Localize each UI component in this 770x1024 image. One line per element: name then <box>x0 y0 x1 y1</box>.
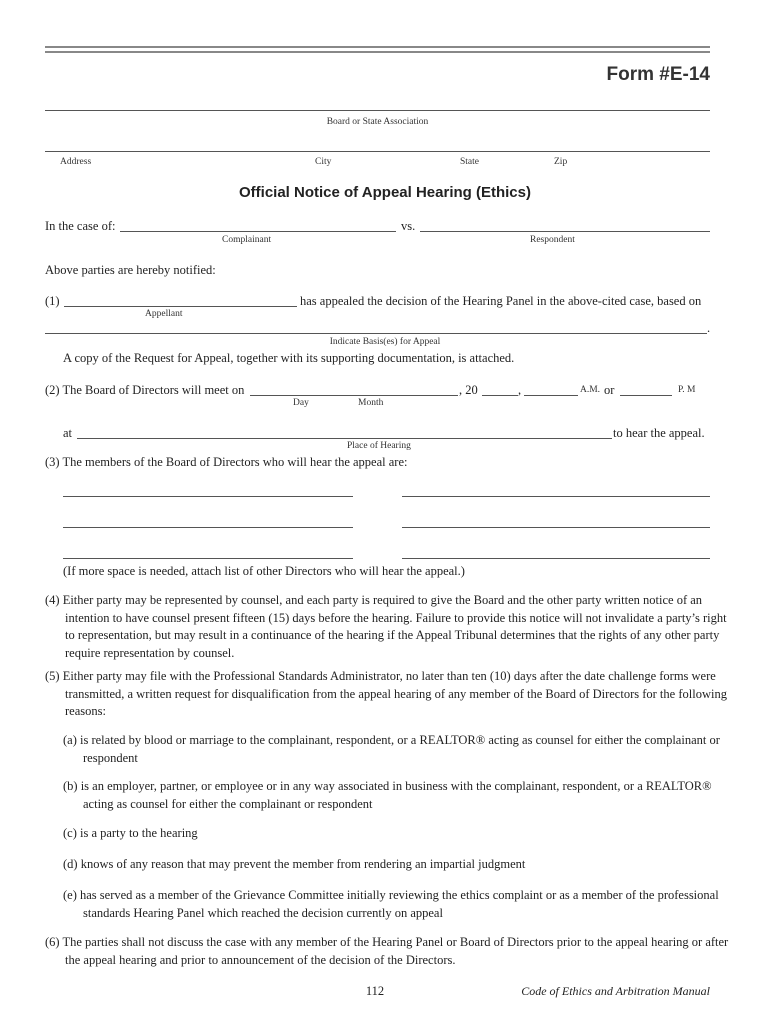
city-label: City <box>315 157 332 167</box>
or-text: or <box>604 383 615 397</box>
year-prefix: , 20 <box>459 383 478 397</box>
item5-paragraph: (5) Either party may file with the Professional Standards Administrator, no later than ten (10) days after the date challenge forms were transmitted, a written request for disqualification from the appeal hearing of any member of the Board of Directors for the following reasons: <box>45 669 727 718</box>
case-vs: vs. <box>401 219 416 233</box>
complainant-label: Complainant <box>222 235 272 245</box>
comma: , <box>518 383 522 397</box>
page-title: Official Notice of Appeal Hearing (Ethics) <box>239 184 531 201</box>
director-field-line[interactable] <box>402 527 710 528</box>
item2-text: (2) The Board of Directors will meet on <box>45 383 245 397</box>
board-label: Board or State Association <box>326 117 429 127</box>
item4-paragraph: (4) Either party may be represented by counsel, and each party is required to give the Board and the other party written notice of an intention to have counsel present fifteen (15) days before the hearing. Failure to provide this notice will not invalidate a party’s right to representation, but may result in a continuance of the hearing if the Appeal Tribunal determines that the rights of any other party require representation by counsel. <box>45 593 727 660</box>
basis-period: . <box>707 321 711 335</box>
address-label: Address <box>60 157 92 167</box>
day-label: Day <box>293 398 309 408</box>
copy-text: A copy of the Request for Appeal, together with its supporting documentation, is attached. <box>63 351 515 365</box>
reason-d: (d) knows of any reason that may prevent the member from rendering an impartial judgment <box>63 857 526 871</box>
place-label: Place of Hearing <box>347 441 411 451</box>
reason-a: (a) is related by blood or marriage to the complainant, respondent, or a REALTOR® acting as counsel for either the complainant or respondent <box>63 733 720 765</box>
year-field-line[interactable] <box>482 395 518 396</box>
board-field-line[interactable] <box>45 110 710 111</box>
item1-text: has appealed the decision of the Hearing Panel in the above-cited case, based on <box>300 294 702 308</box>
address-field-line[interactable] <box>45 151 710 152</box>
manual-title: Code of Ethics and Arbitration Manual <box>521 984 710 998</box>
hear-text: to hear the appeal. <box>613 426 705 440</box>
director-field-line[interactable] <box>402 496 710 497</box>
item6-paragraph: (6) The parties shall not discuss the case with any member of the Hearing Panel or Board of Directors prior to the appeal hearing or after the appeal hearing and prior to announcement of the decision of the Directors. <box>45 935 729 967</box>
director-field-line[interactable] <box>63 496 353 497</box>
item3-note: (If more space is needed, attach list of other Directors who will hear the appeal.) <box>63 564 465 578</box>
respondent-field-line[interactable] <box>420 231 710 232</box>
reason-c: (c) is a party to the hearing <box>63 826 198 840</box>
item1-number: (1) <box>45 294 60 308</box>
am-time-field-line[interactable] <box>524 395 578 396</box>
month-label: Month <box>358 398 384 408</box>
basis-label: Indicate Basis(es) for Appeal <box>329 337 441 347</box>
appellant-label: Appellant <box>145 309 183 319</box>
state-label: State <box>460 157 479 167</box>
top-rule <box>45 46 710 48</box>
place-field-line[interactable] <box>77 438 612 439</box>
item3-text: (3) The members of the Board of Directors who will hear the appeal are: <box>45 455 408 469</box>
top-rule <box>45 51 710 53</box>
appellant-field-line[interactable] <box>64 306 297 307</box>
zip-label: Zip <box>554 157 568 167</box>
meeting-date-field-line[interactable] <box>250 395 458 396</box>
reason-b: (b) is an employer, partner, or employee or in any way associated in business with the complainant, respondent, or a REALTOR® acting as counsel for either the complainant or respondent <box>63 779 712 811</box>
pm-time-field-line[interactable] <box>620 395 672 396</box>
notified-text: Above parties are hereby notified: <box>45 263 216 277</box>
reason-e: (e) has served as a member of the Grievance Committee initially reviewing the ethics complaint or as a member of the professional standards Hearing Panel which reached the decision currently on appeal <box>63 888 719 920</box>
director-field-line[interactable] <box>63 558 353 559</box>
complainant-field-line[interactable] <box>120 231 396 232</box>
respondent-label: Respondent <box>530 235 575 245</box>
pm-label: P. M <box>678 385 696 395</box>
director-field-line[interactable] <box>63 527 353 528</box>
page-number: 112 <box>365 984 385 998</box>
basis-field-line[interactable] <box>45 333 707 334</box>
case-prefix: In the case of: <box>45 219 116 233</box>
director-field-line[interactable] <box>402 558 710 559</box>
am-label: A.M. <box>580 385 601 395</box>
at-text: at <box>63 426 73 440</box>
form-number: Form #E-14 <box>606 64 710 85</box>
